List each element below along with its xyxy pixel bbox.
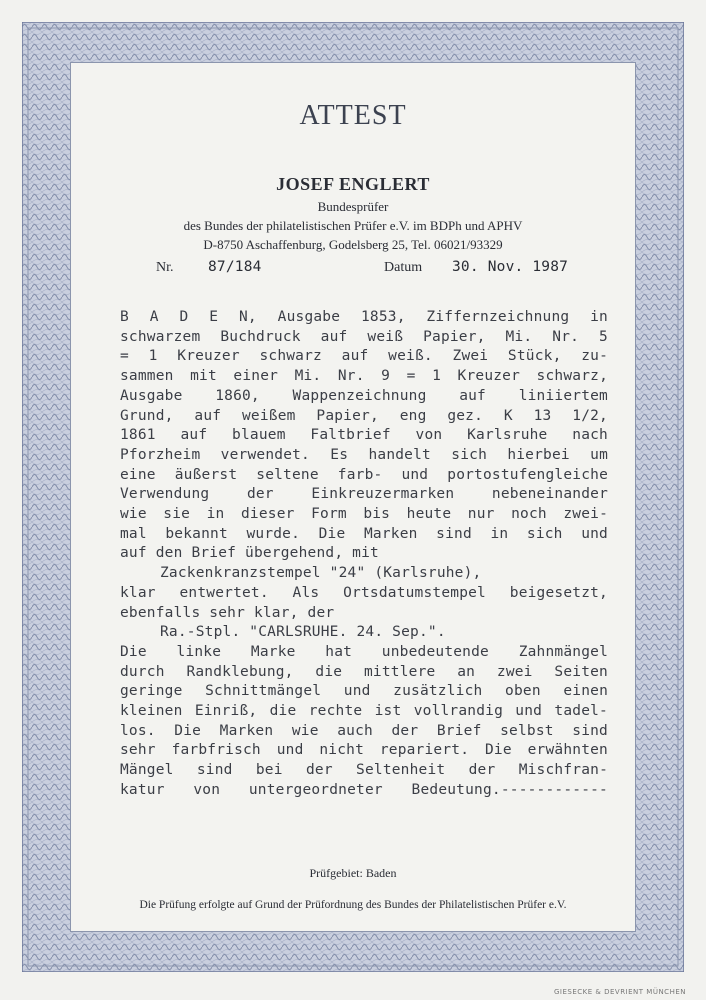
body-line: los. Die Marken wie auch der Brief selbst sind (120, 722, 608, 739)
body-line: auf den Brief übergehend, mit (120, 545, 379, 562)
examiner-name: JOSEF ENGLERT (276, 174, 430, 194)
body-line: 1861 auf blauem Faltbrief von Karlsruhe nach (120, 427, 608, 444)
body-line: sehr farbfrisch und nicht repariert. Die erwähnten (120, 742, 608, 759)
examination-area: Prüfgebiet: Baden (309, 866, 397, 880)
body-line: sammen mit einer Mi. Nr. 9 = 1 Kreuzer schwarz, (120, 368, 608, 385)
body-line: Ra.-Stpl. "CARLSRUHE. 24. Sep.". (160, 624, 446, 641)
body-line: katur von untergeordneter Bedeutung.------------ (120, 781, 608, 798)
examiner-role: Bundesprüfer (317, 199, 389, 214)
body-line: Grund, auf weißem Papier, eng gez. K 13 1/2, (120, 407, 608, 424)
body-line: mal bekannt wurde. Die Marken sind in sich und (120, 525, 608, 542)
body-line: Die linke Marke hat unbedeutende Zahnmängel (120, 643, 608, 660)
body-line: klar entwertet. Als Ortsdatumstempel beigesetzt, (120, 584, 608, 601)
date-value: 30. Nov. 1987 (452, 259, 569, 275)
body-line: ebenfalls sehr klar, der (120, 604, 335, 621)
body-line: Mängel sind bei der Seltenheit der Mischfran- (120, 762, 608, 779)
examiner-association: des Bundes der philatelistischen Prüfer e.V. im BDPh und APHV (183, 218, 523, 233)
printer-mark: GIESECKE & DEVRIENT MÜNCHEN (554, 988, 686, 996)
body-line: Verwendung der Einkreuzermarken nebeneinander (120, 486, 608, 503)
body-line: geringe Schnittmängel und zusätzlich oben einen (120, 683, 608, 700)
body-line: schwarzem Buchdruck auf weiß Papier, Mi. Nr. 5 (120, 328, 608, 345)
body-line: kleinen Einriß, die rechte ist vollrandig und tadel- (120, 703, 608, 720)
body-line: Ausgabe 1860, Wappenzeichnung auf liniiertem (120, 387, 608, 404)
nr-label: Nr. (156, 260, 174, 275)
body-line: eine äußerst seltene farb- und portostufengleiche (120, 466, 608, 483)
certificate-body-text (120, 308, 608, 801)
certificate-title: ATTEST (299, 100, 407, 131)
body-line: durch Randklebung, die mittlere an zwei Seiten (120, 663, 608, 680)
examination-statement: Die Prüfung erfolgte auf Grund der Prüfordnung des Bundes der Philatelistischen Prüfer e.V. (139, 899, 567, 911)
date-label: Datum (384, 260, 423, 275)
body-line: B A D E N, Ausgabe 1853, Ziffernzeichnung in (120, 309, 608, 325)
body-line: = 1 Kreuzer schwarz auf weiß. Zwei Stück, zu- (120, 348, 608, 365)
body-line: wie sie in dieser Form bis heute nur noch zwei- (120, 506, 608, 523)
body-line: Pforzheim verwendet. Es handelt sich hierbei um (120, 446, 608, 463)
nr-value: 87/184 (208, 259, 262, 275)
examiner-address: D-8750 Aschaffenburg, Godelsberg 25, Tel. 06021/93329 (203, 237, 503, 252)
body-line: Zackenkranzstempel "24" (Karlsruhe), (160, 565, 482, 582)
